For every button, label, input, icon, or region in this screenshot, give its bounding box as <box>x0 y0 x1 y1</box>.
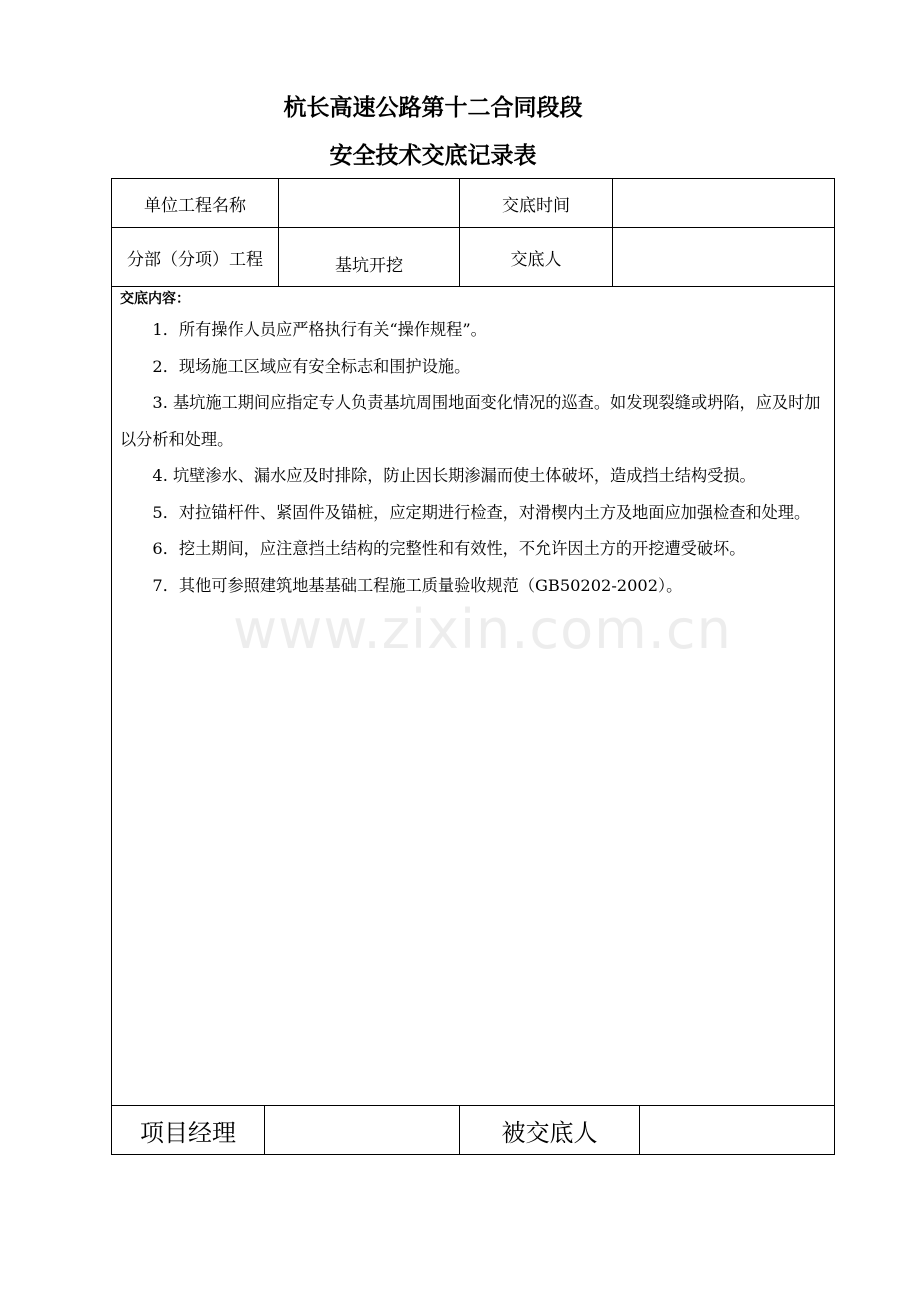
disclosure-item: 6．挖土期间，应注意挡土结构的完整性和有效性，不允许因土方的开挖遭受破坏。 <box>152 539 746 558</box>
sub-project-field[interactable]: 基坑开挖 <box>335 255 403 276</box>
form-title: 安全技术交底记录表 <box>329 142 537 169</box>
discloser-field[interactable] <box>613 228 834 286</box>
discloser-label: 交底人 <box>510 249 562 270</box>
disclosure-item: 5．对拉锚杆件、紧固件及锚桩，应定期进行检查，对滑楔内土方及地面应加强检查和处理。 <box>152 502 811 522</box>
table-row-divider <box>111 286 835 287</box>
unit-project-label: 单位工程名称 <box>144 195 246 216</box>
disclosure-content <box>120 312 830 604</box>
disclosure-item: 3. 基坑施工期间应指定专人负责基坑周围地面变化情况的巡查。如发现裂缝或坍陷，应及时加以分析和处理。 <box>120 393 821 449</box>
project-manager-label: 项目经理 <box>140 1118 236 1147</box>
recipient-label: 被交底人 <box>501 1118 598 1147</box>
table-border-bottom <box>111 1154 835 1155</box>
sub-project-label: 分部（分项）工程 <box>127 249 263 270</box>
table-border-right <box>834 178 835 1155</box>
disclosure-time-label: 交底时间 <box>502 195 570 216</box>
disclosure-time-field[interactable] <box>613 179 834 227</box>
unit-project-field[interactable] <box>279 179 459 227</box>
table-border-left <box>111 178 112 1155</box>
disclosure-item: 7．其他可参照建筑地基基础工程施工质量验收规范（GB50202-2002）。 <box>152 575 683 595</box>
disclosure-item: 1．所有操作人员应严格执行有关“操作规程”。 <box>152 320 487 339</box>
disclosure-content-label: 交底内容： <box>120 291 190 307</box>
watermark: www.zixin.com.cn <box>233 598 732 661</box>
recipient-field[interactable] <box>640 1106 834 1154</box>
disclosure-item: 2．现场施工区域应有安全标志和围护设施。 <box>152 356 471 376</box>
project-manager-field[interactable] <box>265 1106 459 1154</box>
page-title: 杭长高速公路第十二合同段段 <box>283 94 583 121</box>
disclosure-item: 4. 坑壁渗水、漏水应及时排除，防止因长期渗漏而使土体破坏，造成挡土结构受损。 <box>152 466 756 485</box>
